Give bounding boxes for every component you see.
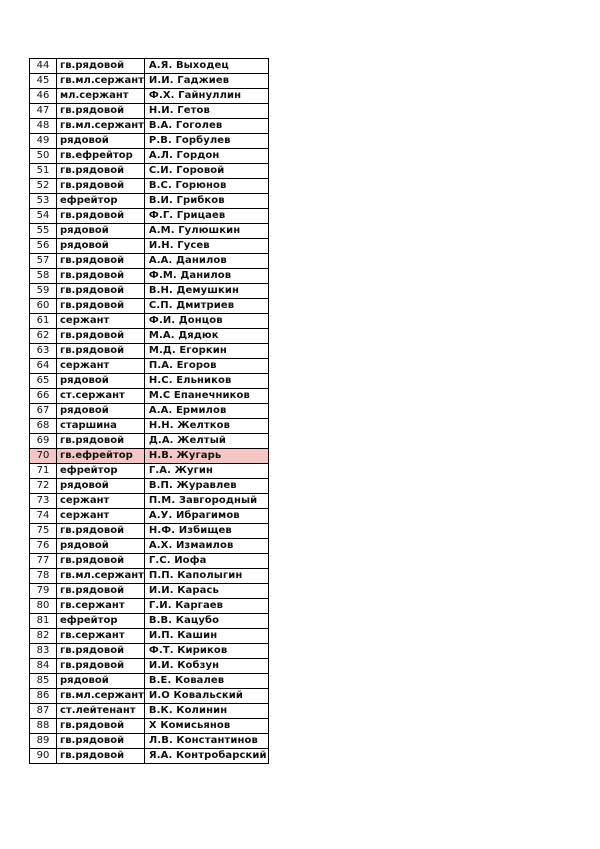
person-name: П.А. Егоров (144, 359, 268, 374)
person-name: В.Н. Демушкин (144, 284, 268, 299)
person-name: С.П. Дмитриев (144, 299, 268, 314)
person-name: Г.И. Каргаев (144, 599, 268, 614)
table-row (30, 509, 269, 524)
person-name: Г.А. Жугин (144, 464, 268, 479)
military-rank: гв.рядовой (57, 164, 145, 179)
person-name: Я.А. Контробарский (144, 749, 268, 764)
table-row (30, 269, 269, 284)
table-row (30, 89, 269, 104)
person-name: А.Л. Гордон (144, 149, 268, 164)
person-name: И.И. Гаджиев (144, 74, 268, 89)
row-number: 85 (30, 674, 57, 689)
row-number: 47 (30, 104, 57, 119)
military-rank: рядовой (57, 539, 145, 554)
military-rank: гв.рядовой (57, 524, 145, 539)
military-rank: ефрейтор (57, 464, 145, 479)
table-row (30, 374, 269, 389)
table-row (30, 524, 269, 539)
table-row (30, 494, 269, 509)
military-rank: гв.рядовой (57, 179, 145, 194)
table-row (30, 104, 269, 119)
person-name: И.И. Кобзун (144, 659, 268, 674)
person-name: Ф.Т. Кириков (144, 644, 268, 659)
table-row (30, 719, 269, 734)
person-name: Ф.Х. Гайнуллин (144, 89, 268, 104)
table-row (30, 734, 269, 749)
row-number: 49 (30, 134, 57, 149)
person-name: С.И. Горовой (144, 164, 268, 179)
row-number: 70 (30, 449, 57, 464)
table-row (30, 644, 269, 659)
row-number: 69 (30, 434, 57, 449)
row-number: 80 (30, 599, 57, 614)
military-rank: рядовой (57, 239, 145, 254)
person-name: В.А. Гоголев (144, 119, 268, 134)
table-row (30, 119, 269, 134)
row-number: 87 (30, 704, 57, 719)
row-number: 81 (30, 614, 57, 629)
row-number: 77 (30, 554, 57, 569)
row-number: 53 (30, 194, 57, 209)
table-row (30, 59, 269, 74)
military-rank: ефрейтор (57, 614, 145, 629)
military-rank: рядовой (57, 479, 145, 494)
table-row (30, 299, 269, 314)
military-rank: гв.рядовой (57, 434, 145, 449)
row-number: 51 (30, 164, 57, 179)
person-name: А.Я. Выходец (144, 59, 268, 74)
roster-table (29, 58, 269, 764)
person-name: И.О Ковальский (144, 689, 268, 704)
table-row (30, 419, 269, 434)
row-number: 86 (30, 689, 57, 704)
person-name: Л.В. Константинов (144, 734, 268, 749)
table-row (30, 164, 269, 179)
person-name: Н.С. Ельников (144, 374, 268, 389)
person-name: А.М. Гулюшкин (144, 224, 268, 239)
row-number: 89 (30, 734, 57, 749)
table-row (30, 614, 269, 629)
military-rank: гв.ефрейтор (57, 449, 145, 464)
military-rank: ефрейтор (57, 194, 145, 209)
person-name: А.А. Ермилов (144, 404, 268, 419)
person-name: В.Е. Ковалев (144, 674, 268, 689)
row-number: 50 (30, 149, 57, 164)
row-number: 61 (30, 314, 57, 329)
row-number: 67 (30, 404, 57, 419)
military-rank: сержант (57, 494, 145, 509)
military-rank: гв.рядовой (57, 644, 145, 659)
military-rank: гв.рядовой (57, 299, 145, 314)
roster-body (30, 59, 269, 764)
military-rank: сержант (57, 314, 145, 329)
military-rank: гв.мл.сержант (57, 569, 145, 584)
table-row (30, 689, 269, 704)
row-number: 56 (30, 239, 57, 254)
military-rank: гв.рядовой (57, 284, 145, 299)
military-rank: гв.рядовой (57, 104, 145, 119)
military-rank: гв.рядовой (57, 734, 145, 749)
person-name: Н.Н. Желтков (144, 419, 268, 434)
person-name: Н.В. Жугарь (144, 449, 268, 464)
row-number: 88 (30, 719, 57, 734)
table-row-highlighted (30, 449, 269, 464)
military-rank: гв.рядовой (57, 329, 145, 344)
person-name: Д.А. Желтый (144, 434, 268, 449)
person-name: Н.Ф. Избищев (144, 524, 268, 539)
row-number: 68 (30, 419, 57, 434)
person-name: Ф.Г. Грицаев (144, 209, 268, 224)
military-rank: гв.мл.сержант (57, 119, 145, 134)
table-row (30, 479, 269, 494)
military-rank: гв.рядовой (57, 269, 145, 284)
table-row (30, 134, 269, 149)
military-rank: гв.рядовой (57, 749, 145, 764)
person-name: А.Х. Измаилов (144, 539, 268, 554)
person-name: А.А. Данилов (144, 254, 268, 269)
table-row (30, 569, 269, 584)
person-name: В.К. Колинин (144, 704, 268, 719)
military-rank: ст.сержант (57, 389, 145, 404)
row-number: 54 (30, 209, 57, 224)
row-number: 58 (30, 269, 57, 284)
person-name: В.И. Грибков (144, 194, 268, 209)
row-number: 57 (30, 254, 57, 269)
row-number: 73 (30, 494, 57, 509)
table-row (30, 539, 269, 554)
person-name: Г.С. Иофа (144, 554, 268, 569)
table-row (30, 209, 269, 224)
table-row (30, 389, 269, 404)
person-name: В.С. Горюнов (144, 179, 268, 194)
table-row (30, 194, 269, 209)
table-row (30, 344, 269, 359)
military-rank: гв.рядовой (57, 209, 145, 224)
person-name: И.Н. Гусев (144, 239, 268, 254)
table-row (30, 149, 269, 164)
military-rank: гв.рядовой (57, 659, 145, 674)
row-number: 71 (30, 464, 57, 479)
table-row (30, 674, 269, 689)
row-number: 66 (30, 389, 57, 404)
table-row (30, 314, 269, 329)
table-row (30, 404, 269, 419)
table-row (30, 239, 269, 254)
person-name: Ф.М. Данилов (144, 269, 268, 284)
row-number: 46 (30, 89, 57, 104)
table-row (30, 179, 269, 194)
military-rank: гв.мл.сержант (57, 74, 145, 89)
military-rank: гв.сержант (57, 599, 145, 614)
row-number: 59 (30, 284, 57, 299)
row-number: 65 (30, 374, 57, 389)
person-name: М.А. Дядюк (144, 329, 268, 344)
row-number: 90 (30, 749, 57, 764)
row-number: 74 (30, 509, 57, 524)
military-rank: гв.сержант (57, 629, 145, 644)
military-rank: гв.рядовой (57, 584, 145, 599)
row-number: 60 (30, 299, 57, 314)
military-rank: гв.рядовой (57, 344, 145, 359)
table-row (30, 704, 269, 719)
table-row (30, 329, 269, 344)
row-number: 84 (30, 659, 57, 674)
row-number: 62 (30, 329, 57, 344)
table-row (30, 554, 269, 569)
row-number: 45 (30, 74, 57, 89)
military-rank: рядовой (57, 224, 145, 239)
military-rank: рядовой (57, 374, 145, 389)
row-number: 75 (30, 524, 57, 539)
row-number: 82 (30, 629, 57, 644)
person-name: Н.И. Гетов (144, 104, 268, 119)
table-row (30, 434, 269, 449)
military-rank: гв.рядовой (57, 254, 145, 269)
row-number: 78 (30, 569, 57, 584)
table-row (30, 224, 269, 239)
row-number: 48 (30, 119, 57, 134)
military-rank: рядовой (57, 674, 145, 689)
military-rank: гв.рядовой (57, 719, 145, 734)
person-name: П.П. Каполыгин (144, 569, 268, 584)
person-name: В.В. Кацубо (144, 614, 268, 629)
table-row (30, 464, 269, 479)
military-rank: старшина (57, 419, 145, 434)
military-rank: мл.сержант (57, 89, 145, 104)
person-name: Ф.И. Донцов (144, 314, 268, 329)
table-row (30, 584, 269, 599)
row-number: 79 (30, 584, 57, 599)
table-row (30, 659, 269, 674)
person-name: М.С Епанечников (144, 389, 268, 404)
table-row (30, 284, 269, 299)
row-number: 64 (30, 359, 57, 374)
military-rank: сержант (57, 359, 145, 374)
table-row (30, 359, 269, 374)
person-name: П.М. Завгородный (144, 494, 268, 509)
row-number: 44 (30, 59, 57, 74)
military-rank: рядовой (57, 404, 145, 419)
person-name: В.П. Журавлев (144, 479, 268, 494)
military-rank: ст.лейтенант (57, 704, 145, 719)
military-rank: гв.ефрейтор (57, 149, 145, 164)
row-number: 55 (30, 224, 57, 239)
row-number: 72 (30, 479, 57, 494)
table-row (30, 599, 269, 614)
table-row (30, 629, 269, 644)
row-number: 52 (30, 179, 57, 194)
military-rank: гв.рядовой (57, 59, 145, 74)
row-number: 63 (30, 344, 57, 359)
military-rank: гв.рядовой (57, 554, 145, 569)
table-row (30, 74, 269, 89)
military-rank: гв.мл.сержант (57, 689, 145, 704)
person-name: Р.В. Горбулев (144, 134, 268, 149)
person-name: М.Д. Егоркин (144, 344, 268, 359)
table-row (30, 749, 269, 764)
military-rank: рядовой (57, 134, 145, 149)
row-number: 83 (30, 644, 57, 659)
table-row (30, 254, 269, 269)
person-name: А.У. Ибрагимов (144, 509, 268, 524)
person-name: И.П. Кашин (144, 629, 268, 644)
row-number: 76 (30, 539, 57, 554)
person-name: Х Комисьянов (144, 719, 268, 734)
military-rank: сержант (57, 509, 145, 524)
person-name: И.И. Карась (144, 584, 268, 599)
